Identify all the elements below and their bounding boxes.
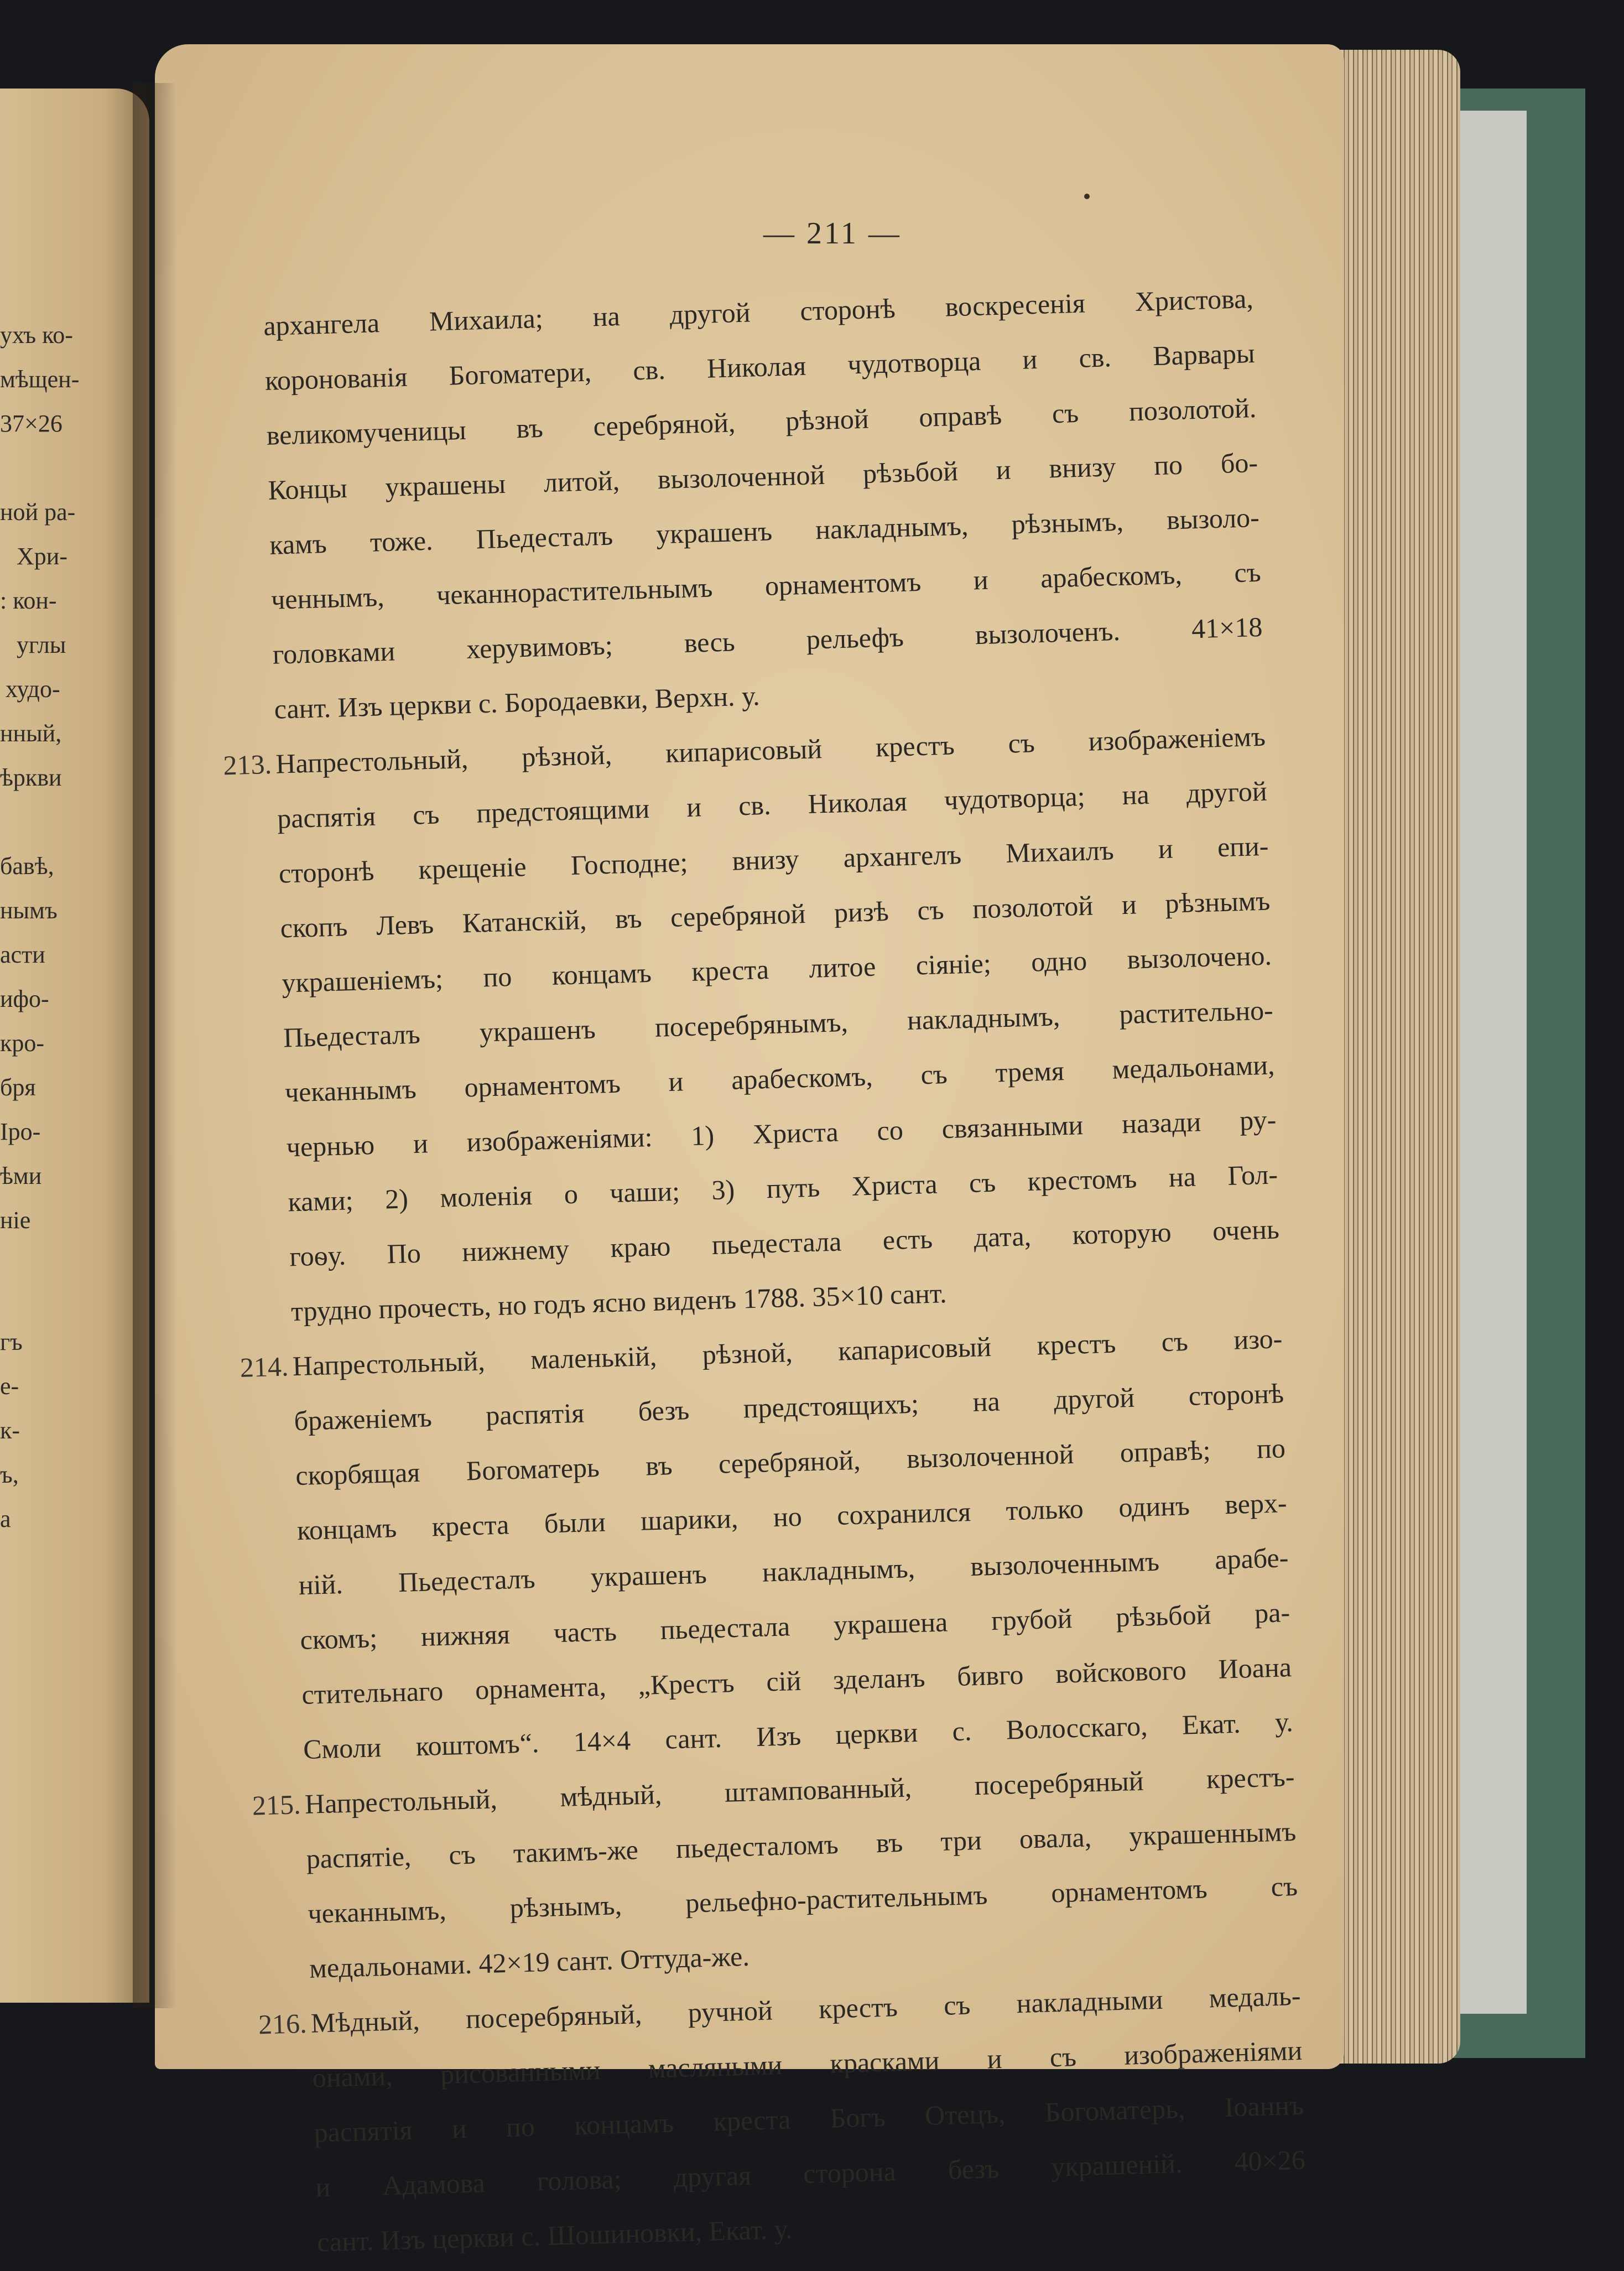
text-line: распятія съ предстоящими и св. Николая чудотворца; на другой xyxy=(277,775,1268,834)
page-text xyxy=(222,271,1308,2270)
text-line: великомученицы въ серебряной, рѣзной оправѣ съ позолотой. xyxy=(266,392,1257,451)
text-line: чеканнымъ, рѣзнымъ, рельефно-растительнымъ орнаментомъ съ xyxy=(307,1870,1298,1929)
entry-number: 215. xyxy=(252,1789,301,1821)
text-line: чеканнымъ орнаментомъ и арабескомъ, съ тремя медальонами, xyxy=(284,1049,1276,1108)
left-page-fragment: ухъ ко- xyxy=(0,321,73,349)
left-page-fragment: бря xyxy=(0,1074,36,1101)
text-line: архангела Михаила; на другой сторонѣ воскресенія Христова, xyxy=(263,283,1254,341)
text-line: скопъ Левъ Катанскій, въ серебряной ризѣ съ позолотой и рѣзнымъ xyxy=(279,885,1271,944)
text-line: сант. Изъ церкви с. Шошиновки, Екат. у. xyxy=(316,2213,793,2258)
text-line: ній. Пьедесталъ украшенъ накладнымъ, вызолоченнымъ арабе- xyxy=(298,1542,1289,1601)
left-page-fragment: нный, xyxy=(0,720,62,747)
text-line: сторонѣ крещеніе Господне; внизу архангелъ Михаилъ и епи- xyxy=(278,830,1269,889)
left-page-fragment: ной ра- xyxy=(0,498,76,526)
left-page-fragment: ъ, xyxy=(0,1461,19,1488)
entry-number: 213. xyxy=(222,748,272,781)
text-line: концамъ креста были шарики, но сохранился только одинъ верх- xyxy=(296,1487,1288,1546)
page-number: — 211 — xyxy=(763,216,902,251)
catalog-entry xyxy=(258,1968,1308,2270)
text-line: головками херувимовъ; весь рельефъ вызолоченъ. 41×18 xyxy=(272,611,1263,670)
ink-speck xyxy=(1084,194,1090,199)
text-line: распятія и по концамъ креста Богъ Отецъ, Богоматерь, Іоаннъ xyxy=(313,2089,1304,2148)
gutter-shadow xyxy=(133,83,177,2008)
catalog-entry xyxy=(222,709,1282,1339)
entry-number: 216. xyxy=(258,2008,308,2040)
left-page-fragment: худо- xyxy=(6,675,60,703)
entry-number: 214. xyxy=(240,1350,289,1383)
left-page-fragment: ѣркви xyxy=(0,764,62,791)
text-line: Напрестольный, мѣдный, штампованный, посеребряный крестъ- xyxy=(304,1760,1295,1820)
left-page-fragment: е- xyxy=(0,1373,19,1400)
text-line: коронованія Богоматери, св. Николая чудотворца и св. Варвары xyxy=(264,337,1256,396)
text-line: Смоли коштомъ“. 14×4 сант. Изъ церкви с. Волосскаго, Екат. у. xyxy=(303,1706,1294,1765)
catalog-entry xyxy=(240,1311,1294,1777)
left-page-fragment: бавѣ, xyxy=(0,853,54,880)
left-page-fragment: : кон- xyxy=(0,587,57,614)
left-page-fragment: к- xyxy=(0,1417,20,1444)
catalog-entry xyxy=(252,1749,1300,1996)
text-line: Мѣдный, посеребряный, ручной крестъ съ накладными медаль- xyxy=(310,1979,1302,2039)
text-line: и Адамова голова; другая сторона безъ украшеній. 40×26 xyxy=(315,2144,1306,2203)
book-page xyxy=(155,44,1344,2258)
left-page-fragment: Хри- xyxy=(17,543,67,570)
text-line: медальонами. 42×19 сант. Оттуда-же. xyxy=(309,1940,750,1984)
continuation-paragraph xyxy=(263,271,1264,737)
left-page-fragment: кро- xyxy=(0,1030,45,1057)
text-line: украшеніемъ; по концамъ креста литое сіяніе; одно вызолочено. xyxy=(281,939,1272,999)
text-line: сант. Изъ церкви с. Бородаевки, Верхн. у. xyxy=(273,680,761,725)
text-line: скорбящая Богоматерь въ серебряной, вызолоченной оправѣ; по xyxy=(295,1432,1286,1492)
text-line: трудно прочесть, но годъ ясно виденъ 1788. 35×10 сант. xyxy=(290,1277,948,1327)
left-page-fragment: ніе xyxy=(0,1207,31,1234)
left-page-fragment: нымъ xyxy=(0,897,58,924)
text-line: онами, рисованными масляными красками и съ изображеніями xyxy=(312,2034,1303,2093)
text-line: распятіе, съ такимъ-же пьедесталомъ въ три овала, украшеннымъ xyxy=(305,1815,1297,1874)
left-page-fragment: а xyxy=(0,1505,11,1532)
left-page-fragment: ифо- xyxy=(0,985,49,1012)
text-line: гоѳу. По нижнему краю пьедестала есть дата, которую очень xyxy=(289,1213,1280,1272)
text-line: чернью и изображеніями: 1) Христа со связанными назади ру- xyxy=(286,1104,1277,1163)
text-line: камъ тоже. Пьедесталъ украшенъ накладнымъ, рѣзнымъ, вызоло- xyxy=(269,501,1260,560)
left-page-fragment: мѣщен- xyxy=(0,366,80,393)
left-page-fragment: асти xyxy=(0,941,45,968)
text-line: Напрестольный, маленькій, рѣзной, капарисовый крестъ съ изо- xyxy=(292,1323,1283,1382)
text-line: ками; 2) моленія о чаши; 3) путь Христа съ крестомъ на Гол- xyxy=(287,1158,1278,1218)
text-line: стительнаго орнамента, „Крестъ сій зделанъ бивго войскового Иоана xyxy=(301,1651,1292,1711)
text-line: скомъ; нижняя часть пьедестала украшена грубой рѣзьбой ра- xyxy=(299,1597,1290,1656)
text-line: Напрестольный, рѣзной, кипарисовый крестъ съ изображеніемъ xyxy=(275,720,1266,779)
left-page-fragment: углы xyxy=(17,631,66,658)
text-line: Пьедесталъ украшенъ посеребрянымъ, накладнымъ, растительно- xyxy=(283,994,1274,1053)
text-line: Концы украшены литой, вызолоченной рѣзьбой и внизу по бо- xyxy=(267,446,1258,506)
left-page-fragment: 37×26 xyxy=(0,410,63,437)
left-page xyxy=(0,89,149,2003)
left-page-fragment: ѣми xyxy=(0,1162,42,1189)
text-line: браженіемъ распятія безъ предстоящихъ; на другой сторонѣ xyxy=(293,1378,1284,1437)
text-line: ченнымъ, чеканнорастительнымъ орнаментомъ и арабескомъ, съ xyxy=(270,556,1262,615)
left-page-fragment: гъ xyxy=(0,1328,23,1355)
left-page-fragment: Iро- xyxy=(0,1118,41,1145)
